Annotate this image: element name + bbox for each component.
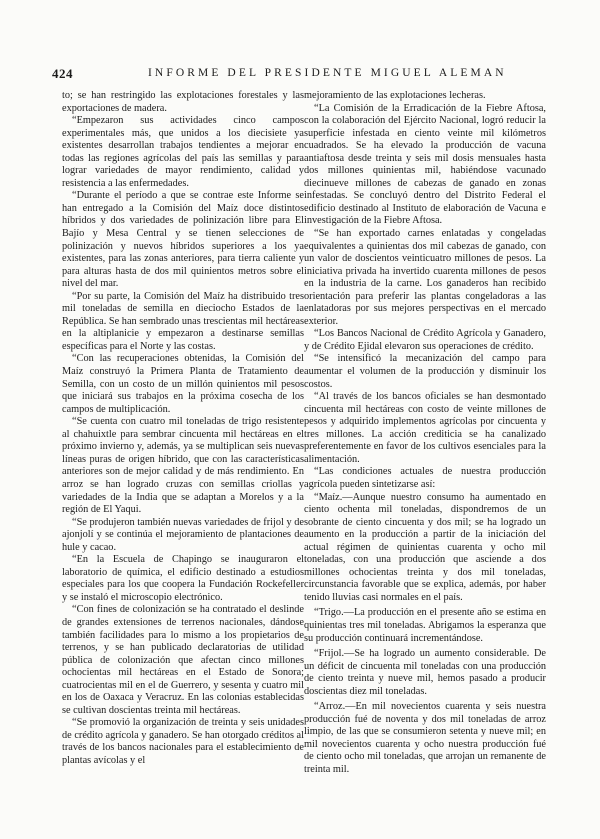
paragraph: “Al través de los bancos oficiales se han desmontado cincuenta mil hectáreas con costo de veinte millones de pesos y adquirido implementos agrícolas por cincuenta y tres millones. La acción crediticia se ha canalizado preferentemente en favor de los cultivos esenciales para la alimentación. [304, 391, 546, 465]
paragraph: mejoramiento de las explotaciones lecheras. [304, 90, 486, 101]
right-column [304, 90, 546, 830]
paragraph: “Se promovió la organización de treinta y seis unidades de crédito agrícola y ganadero. Se han otorgado créditos al través de los bancos nacionales para el establecimiento de plantas avícolas y el [62, 717, 304, 766]
paragraph: “Por su parte, la Comisión del Maíz ha distribuido tres mil toneladas de semilla en dieciocho Estados de la República. Se han sembrado unas trescientas mil hectáreas en la altiplanicie y empezaron a destinarse semillas específicas para el Norte y las costas. [62, 290, 304, 352]
paragraph: “Trigo.—La producción en el presente año se estima en quinientas tres mil toneladas. Abrigamos la esperanza que su producción continuará incrementándose. [304, 607, 546, 644]
page-number: 424 [52, 66, 73, 81]
paragraph: “En la Escuela de Chapingo se inauguraron el laboratorio de química, el edificio destinado a estudios especiales para los que coopera la Fundación Rockefeller y se instaló el microscopio electrónico. [62, 554, 304, 603]
left-column [62, 90, 304, 830]
paragraph: “Frijol.—Se ha logrado un aumento considerable. De un déficit de cincuenta mil toneladas con una producción de ciento treinta y nueve mil, hemos pasado a producir doscientas diez mil toneladas. [304, 648, 546, 697]
paragraph: “Las condiciones actuales de nuestra producción agrícola pueden sintetizarse así: [304, 466, 546, 490]
paragraph: “Con fines de colonización se ha contratado el deslinde de grandes extensiones de terrenos nacionales, dándose también facilidades para lo mismo a los propietarios de terrenos, y se han publicado declaratorias de utilidad pública de colonización que afectan cinco millones ochocientas mil hectáreas en el Estado de Sonora; cuatrocientas mil en el de Guerrero, y sesenta y cuatro mil en los de Oaxaca y Veracruz. En las colonias establecidas se cultivan doscientas treinta mil hectáreas. [62, 604, 304, 716]
paragraph: “Con las recuperaciones obtenidas, la Comisión del Maíz construyó la Primera Planta de Tratamiento de Semilla, con un costo de un millón quinientos mil pesos que iniciará sus trabajos en la próxima cosecha de los campos de multiplicación. [62, 353, 304, 415]
running-title: INFORME DEL PRESIDENTE MIGUEL ALEMAN [148, 67, 507, 79]
paragraph: “Se produjeron también nuevas variedades de frijol y de ajonjolí y se continúa el mejoramiento de plantaciones de hule y cacao. [62, 516, 304, 553]
paragraph: “Se han exportado carnes enlatadas y congeladas equivalentes a quinientas dos mil cabezas de ganado, con un valor de doscientos veinticuatro millones de pesos. La iniciativa privada ha invertido cuarenta millones de pesos en la industria de la carne. Los ganaderos han recibido orientación para preferir las plantas congeladoras a las enlatadoras por sus mejores perspectivas en el mercado exterior. [304, 228, 546, 327]
paragraph: “Se intensificó la mecanización del campo para aumentar el volumen de la producción y disminuir los costos. [304, 353, 546, 390]
paragraph: to; se han restringido las explotaciones forestales y las exportaciones de madera. [62, 90, 304, 114]
paragraph: “Empezaron sus actividades cinco campos experimentales más, que unidos a los diecisiete ya existentes desarrollan trabajos tendientes a mejorar en todas las regiones agrícolas del país las semillas y para lograr variedades de mayor rendimiento, calidad y resistencia a las enfermedades. [62, 115, 304, 189]
paragraph: “Durante el período a que se contrae este Informe se han entregado a la Comisión del Maíz doce distintos híbridos y dos variedades de polinización libre para El Bajío y Mesa Central y se tienen selecciones de polinización y nuevos híbridos superiores a los ya existentes, para las zonas anteriores, para tierra caliente y para alturas hasta de dos mil quinientos metros sobre el nivel del mar. [62, 190, 304, 290]
paragraph: “Se cuenta con cuatro mil toneladas de trigo resistente al chahuixtle para sembrar cincuenta mil hectáreas en el próximo invierno y, además, ya se multiplican seis nuevas líneas puras de origen híbrido, que con las características anteriores son de mejor calidad y de más rendimiento. En arroz se han logrado cruzas con semillas criollas y variedades de la India que se adaptan a Morelos y a la región de El Yaqui. [62, 416, 304, 516]
paragraph: “Arroz.—En mil novecientos cuarenta y seis nuestra producción fué de noventa y dos mil toneladas de arroz limpio, de las que se consumieron setenta y nueve mil; en mil novecientos cuarenta y ocho nuestra producción fué de ciento ocho mil toneladas, que arrojan un remanente de treinta mil. [304, 701, 546, 775]
page-header [52, 66, 572, 82]
paragraph: “Maíz.—Aunque nuestro consumo ha aumentado en ciento ochenta mil toneladas, dispondremos de un sobrante de ciento cincuenta y dos mil; se ha logrado un aumento en la producción a partir de la iniciación del actual régimen de quinientas cuarenta y ocho mil toneladas, con una producción que asciende a dos millones ochocientas treinta y dos mil toneladas, circunstancia favorable que se explica, además, por haber tenido lluvias casi normales en el país. [304, 491, 546, 603]
paragraph: “Los Bancos Nacional de Crédito Agrícola y Ganadero, y de Crédito Ejidal elevaron sus operaciones de crédito. [304, 328, 546, 352]
paragraph: “La Comisión de la Erradicación de la Fiebre Aftosa, con la colaboración del Ejército Nacional, logró reducir la superficie infestada en ciento veinte mil kilómetros cuadrados. Se ha elevado la producción de vacuna antiaftosa desde treinta y seis mil dosis mensuales hasta dos millones quinientas mil, habiéndose vacunado diecinueve millones de cabezas de ganado en zonas infestadas. Se concluyó dentro del Distrito Federal el edificio destinado al Instituto de elaboración de Vacuna e investigación de la Fiebre Aftosa. [304, 102, 546, 227]
